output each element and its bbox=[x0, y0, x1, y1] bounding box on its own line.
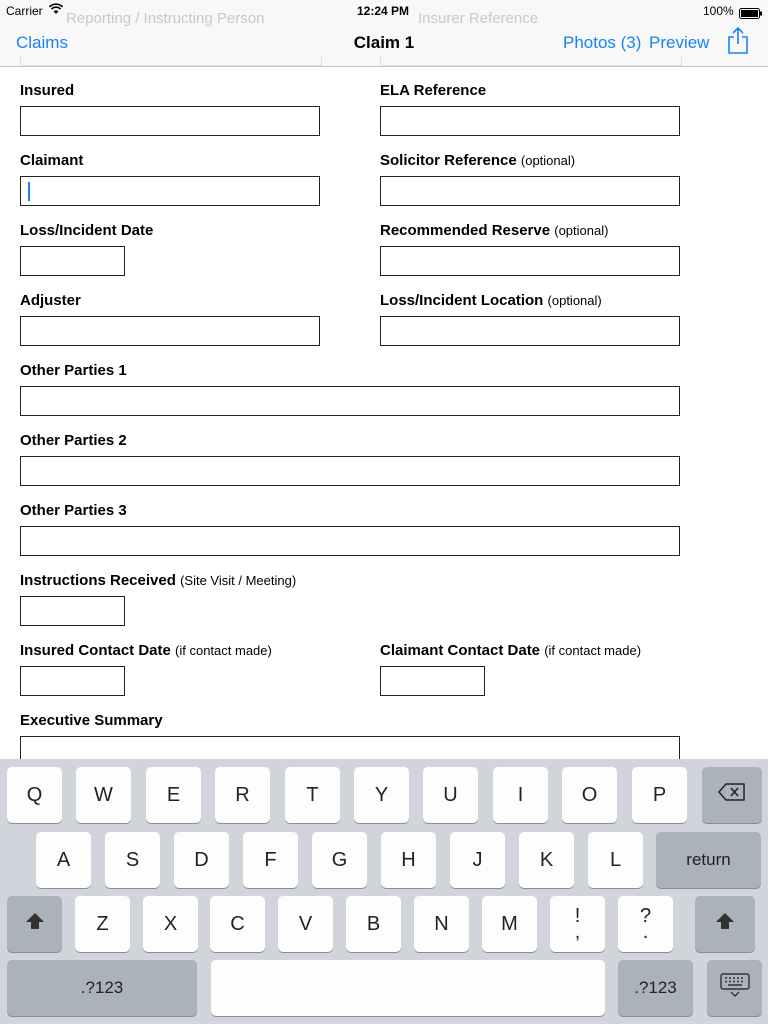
other-parties-1-field[interactable] bbox=[20, 386, 680, 416]
backspace-icon bbox=[718, 783, 746, 807]
solicitor-reference-field[interactable] bbox=[380, 176, 680, 206]
other-parties-2-label: Other Parties 2 bbox=[20, 432, 127, 449]
carrier-label: Carrier bbox=[6, 4, 43, 18]
numbers-key-right[interactable]: .?123 bbox=[618, 960, 693, 1016]
scrolled-label-insurer-reference: Insurer Reference bbox=[418, 10, 539, 27]
key-x[interactable]: X bbox=[143, 896, 198, 952]
shift-icon bbox=[715, 912, 735, 936]
key-i[interactable]: I bbox=[493, 767, 548, 823]
preview-button[interactable]: Preview bbox=[649, 33, 710, 52]
insured-contact-date-label: Insured Contact Date (if contact made) bbox=[20, 642, 272, 659]
instructions-received-field[interactable] bbox=[20, 596, 125, 626]
key-f[interactable]: F bbox=[243, 832, 298, 888]
key-n[interactable]: N bbox=[414, 896, 469, 952]
shift-key-right[interactable] bbox=[695, 896, 755, 952]
key-a[interactable]: A bbox=[36, 832, 91, 888]
key-c[interactable]: C bbox=[210, 896, 265, 952]
key-glyph-exclamation: ! bbox=[574, 905, 581, 927]
shift-key-left[interactable] bbox=[7, 896, 62, 952]
ela-reference-field[interactable] bbox=[380, 106, 680, 136]
instructions-received-label: Instructions Received (Site Visit / Meeting) bbox=[20, 572, 297, 589]
key-e[interactable]: E bbox=[146, 767, 201, 823]
key-exclamation-comma[interactable] bbox=[550, 896, 605, 952]
executive-summary-label: Executive Summary bbox=[20, 712, 163, 729]
claimant-contact-date-label: Claimant Contact Date (if contact made) bbox=[380, 642, 642, 659]
recommended-reserve-field[interactable] bbox=[380, 246, 680, 276]
key-question-period[interactable] bbox=[618, 896, 673, 952]
dismiss-keyboard-key[interactable] bbox=[707, 960, 762, 1016]
ela-reference-label: ELA Reference bbox=[380, 82, 487, 99]
page-title: Claim 1 bbox=[353, 33, 415, 52]
share-icon[interactable] bbox=[727, 27, 749, 60]
insured-label: Insured bbox=[20, 82, 75, 99]
key-m[interactable]: M bbox=[482, 896, 537, 952]
recommended-reserve-label: Recommended Reserve (optional) bbox=[380, 222, 609, 239]
return-key[interactable]: return bbox=[656, 832, 761, 888]
key-glyph-comma: , bbox=[574, 921, 581, 943]
key-l[interactable]: L bbox=[588, 832, 643, 888]
scrolled-field-reporting-person bbox=[20, 57, 322, 66]
key-d[interactable]: D bbox=[174, 832, 229, 888]
claimant-field[interactable] bbox=[20, 176, 320, 206]
key-u[interactable]: U bbox=[423, 767, 478, 823]
scrolled-field-insurer-reference bbox=[380, 57, 682, 66]
key-p[interactable]: P bbox=[632, 767, 687, 823]
insured-contact-date-field[interactable] bbox=[20, 666, 125, 696]
space-key[interactable] bbox=[211, 960, 605, 1016]
key-j[interactable]: J bbox=[450, 832, 505, 888]
key-glyph-question: ? bbox=[639, 905, 652, 927]
claimant-contact-date-field[interactable] bbox=[380, 666, 485, 696]
other-parties-2-field[interactable] bbox=[20, 456, 680, 486]
keyboard-dismiss-icon bbox=[720, 973, 750, 1003]
loss-date-field[interactable] bbox=[20, 246, 125, 276]
insured-field[interactable] bbox=[20, 106, 320, 136]
key-g[interactable]: G bbox=[312, 832, 367, 888]
key-w[interactable]: W bbox=[76, 767, 131, 823]
key-k[interactable]: K bbox=[519, 832, 574, 888]
key-o[interactable]: O bbox=[562, 767, 617, 823]
scrolled-label-reporting-person: Reporting / Instructing Person bbox=[66, 10, 265, 27]
clock: 12:24 PM bbox=[357, 4, 410, 18]
numbers-key-left[interactable]: .?123 bbox=[7, 960, 197, 1016]
shift-icon bbox=[25, 912, 45, 936]
key-glyph-period: . bbox=[642, 921, 649, 943]
battery-percent: 100% bbox=[703, 4, 734, 18]
claimant-label: Claimant bbox=[20, 152, 84, 169]
key-v[interactable]: V bbox=[278, 896, 333, 952]
key-q[interactable]: Q bbox=[7, 767, 62, 823]
key-h[interactable]: H bbox=[381, 832, 436, 888]
key-s[interactable]: S bbox=[105, 832, 160, 888]
wifi-icon bbox=[49, 3, 63, 18]
key-t[interactable]: T bbox=[285, 767, 340, 823]
key-b[interactable]: B bbox=[346, 896, 401, 952]
on-screen-keyboard bbox=[0, 759, 768, 1024]
other-parties-3-field[interactable] bbox=[20, 526, 680, 556]
adjuster-field[interactable] bbox=[20, 316, 320, 346]
solicitor-reference-label: Solicitor Reference (optional) bbox=[380, 152, 576, 169]
other-parties-3-label: Other Parties 3 bbox=[20, 502, 127, 519]
text-cursor bbox=[28, 182, 30, 201]
battery-icon bbox=[739, 6, 763, 24]
key-y[interactable]: Y bbox=[354, 767, 409, 823]
key-r[interactable]: R bbox=[215, 767, 270, 823]
loss-date-label: Loss/Incident Date bbox=[20, 222, 154, 239]
delete-key[interactable] bbox=[702, 767, 762, 823]
claims-back-button[interactable]: Claims bbox=[16, 33, 68, 52]
loss-location-field[interactable] bbox=[380, 316, 680, 346]
loss-location-label: Loss/Incident Location (optional) bbox=[380, 292, 602, 309]
key-z[interactable]: Z bbox=[75, 896, 130, 952]
photos-button[interactable]: Photos (3) bbox=[563, 33, 642, 52]
adjuster-label: Adjuster bbox=[20, 292, 81, 309]
other-parties-1-label: Other Parties 1 bbox=[20, 362, 127, 379]
